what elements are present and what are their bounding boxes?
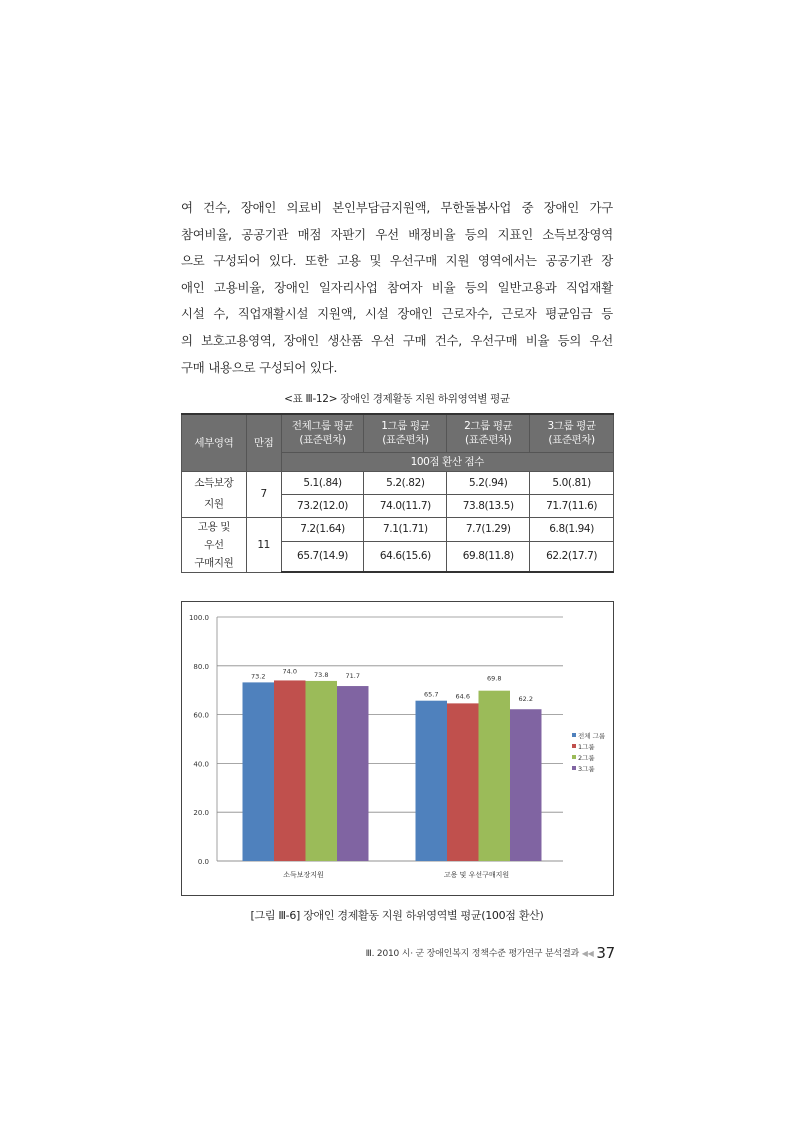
- row-score: 7: [246, 471, 281, 517]
- data-label: 65.7: [424, 690, 439, 699]
- data-label: 69.8: [487, 674, 502, 683]
- y-tick-label: 100.0: [188, 614, 209, 622]
- y-tick-label: 20.0: [193, 809, 209, 818]
- table-cell: 6.8(1.94): [530, 517, 614, 541]
- data-label: 73.2: [251, 672, 266, 681]
- x-tick-label: 고용 및 우선구매지원: [443, 871, 510, 879]
- bar: [274, 680, 306, 861]
- table-cell: 5.1(.84): [281, 471, 364, 494]
- table-cell: 69.8(11.8): [447, 541, 530, 572]
- table-cell: 7.7(1.29): [447, 517, 530, 541]
- data-label: 62.2: [518, 695, 533, 704]
- bar: [510, 709, 542, 861]
- header-col-group3: 3그룹 평균 (표준편차): [530, 414, 614, 452]
- legend-swatch: [572, 766, 576, 770]
- footer-arrows-icon: ◀◀: [581, 949, 594, 958]
- table-row: [182, 517, 614, 541]
- bar: [306, 681, 338, 861]
- header-score: 만점: [246, 414, 281, 471]
- legend-swatch: [572, 733, 576, 737]
- bar: [447, 703, 479, 861]
- header-col-group1: 1그룹 평균 (표준편차): [364, 414, 447, 452]
- row-area: 소득보장 지원: [182, 471, 247, 517]
- header-converted: 100점 환산 점수: [281, 452, 613, 471]
- footer-running-title: Ⅲ. 2010 시· 군 장애인복지 정책수준 평가연구 분석결과: [365, 949, 580, 959]
- table-cell: 71.7(11.6): [530, 494, 614, 517]
- header-area: 세부영역: [182, 414, 247, 471]
- legend-label: 전체 그룹: [578, 732, 606, 740]
- bar: [416, 701, 448, 861]
- bar-chart-frame: [181, 601, 614, 896]
- table-cell: 64.6(15.6): [364, 541, 447, 572]
- header-col-all: 전체그룹 평균 (표준편차): [281, 414, 364, 452]
- y-tick-label: 40.0: [193, 760, 209, 769]
- row-area: 고용 및 우선 구매지원: [182, 517, 247, 572]
- table-caption: <표 Ⅲ-12> 장애인 경제활동 지원 하위영역별 평균: [284, 393, 510, 405]
- data-label: 74.0: [282, 667, 297, 676]
- paragraph-line: 시설 수, 직업재활시설 지원액, 시설 장애인 근로자수, 근로자 평균임금 등: [181, 306, 613, 322]
- page-footer: [330, 944, 615, 962]
- legend-swatch: [572, 744, 576, 748]
- table-cell: 65.7(14.9): [281, 541, 364, 572]
- x-tick-label: 소득보장지원: [283, 871, 324, 879]
- table-cell: 74.0(11.7): [364, 494, 447, 517]
- figure-caption: [그림 Ⅲ-6] 장애인 경제활동 지원 하위영역별 평균(100점 환산): [250, 909, 544, 922]
- paragraph-line: 참여비율, 공공기관 매점 자판기 우선 배정비율 등의 지표인 소득보장영역: [181, 226, 613, 242]
- header-col-group2: 2그룹 평균 (표준편차): [447, 414, 530, 452]
- y-tick-label: 0.0: [197, 858, 209, 866]
- bar: [337, 686, 369, 861]
- legend-label: 1그룹: [578, 743, 595, 751]
- paragraph-line: 구매 내용으로 구성되어 있다.: [181, 359, 338, 375]
- data-label: 71.7: [345, 672, 360, 681]
- legend-swatch: [572, 755, 576, 759]
- table-cell: 73.8(13.5): [447, 494, 530, 517]
- paragraph-line: 여 건수, 장애인 의료비 본인부담금지원액, 무한돌봄사업 중 장애인 가구: [181, 200, 613, 215]
- paragraph-line: 애인 고용비율, 장애인 일자리사업 참여자 비율 등의 일반고용과 직업재활: [181, 279, 613, 295]
- table-cell: 7.1(1.71): [364, 517, 447, 541]
- data-label: 73.8: [314, 670, 329, 679]
- table-cell: 5.2(.82): [364, 471, 447, 494]
- table-row: [182, 471, 614, 494]
- row-score: 11: [246, 517, 281, 572]
- table-cell: 73.2(12.0): [281, 494, 364, 517]
- y-tick-label: 80.0: [193, 662, 209, 671]
- table-cell: 7.2(1.64): [281, 517, 364, 541]
- table-cell: 5.2(.94): [447, 471, 530, 494]
- paragraph-line: 으로 구성되어 있다. 또한 고용 및 우선구매 지원 영역에서는 공공기관 장: [181, 253, 613, 269]
- page-number: 37: [596, 944, 615, 962]
- legend-label: 3그룹: [578, 765, 595, 773]
- body-paragraph: [181, 195, 613, 381]
- y-tick-label: 60.0: [193, 711, 209, 720]
- bar-chart: [182, 602, 613, 895]
- bar: [479, 691, 511, 861]
- table-cell: 5.0(.81): [530, 471, 614, 494]
- legend-label: 2그룹: [578, 754, 595, 762]
- table-cell: 62.2(17.7): [530, 541, 614, 572]
- data-label: 64.6: [455, 692, 470, 701]
- data-table: [181, 413, 614, 573]
- bar: [243, 682, 275, 861]
- paragraph-line: 의 보호고용영역, 장애인 생산품 우선 구매 건수, 우선구매 비율 등의 우선: [181, 332, 613, 348]
